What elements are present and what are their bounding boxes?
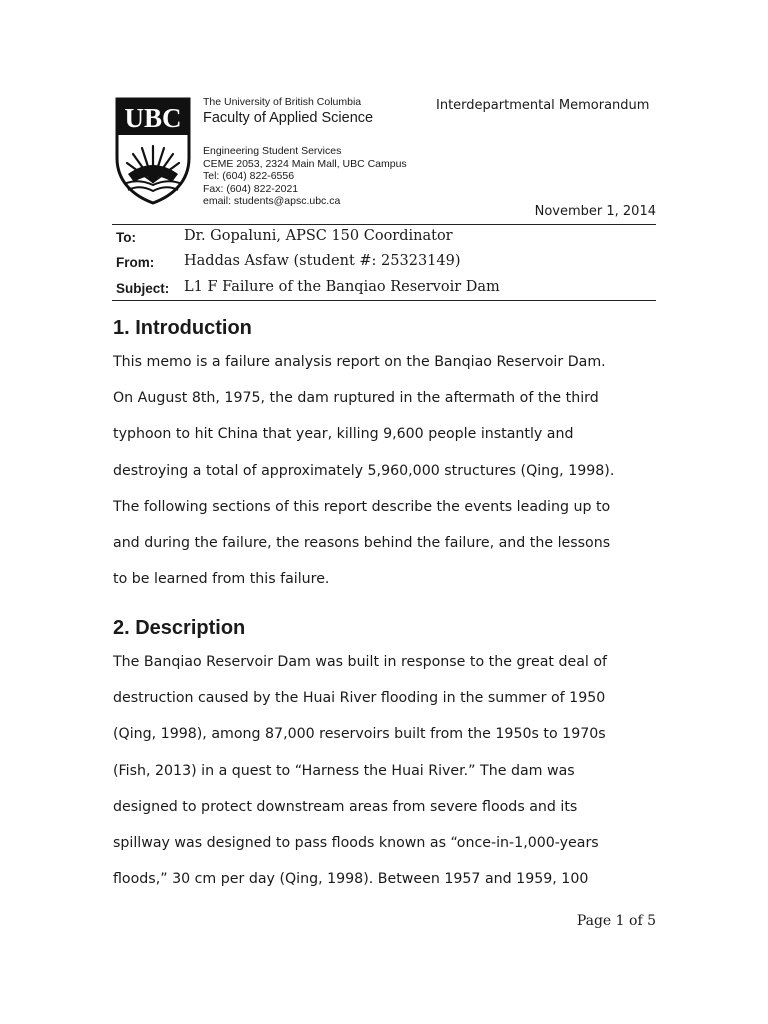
section-heading: 2. Description: [113, 617, 246, 639]
faculty-name: Faculty of Applied Science: [203, 109, 374, 126]
from-label: From:: [116, 255, 155, 270]
body-line: The following sections of this report describe the events leading up to: [113, 498, 611, 515]
section-description: [113, 616, 673, 897]
address-line: Engineering Student Services: [203, 145, 342, 157]
section-body: [113, 644, 673, 897]
body-line: (Qing, 1998), among 87,000 reservoirs built from the 1950s to 1970s: [113, 726, 606, 743]
body-line: typhoon to hit China that year, killing 9,600 people instantly and: [113, 426, 574, 443]
body-line: destroying a total of approximately 5,960,000 structures (Qing, 1998).: [113, 462, 615, 479]
body-line: spillway was designed to pass floods known as “once-in-1,000-years: [113, 835, 599, 852]
university-name: The University of British Columbia: [203, 96, 362, 108]
phone-line: Tel: (604) 822-6556: [203, 170, 295, 183]
body-line: On August 8th, 1975, the dam ruptured in the aftermath of the third: [113, 390, 599, 407]
page-number: Page 1 of 5: [576, 913, 656, 929]
body-line: The Banqiao Reservoir Dam was built in response to the great deal of: [113, 654, 608, 670]
ubc-crest-logo: [114, 96, 192, 206]
meta-divider: [112, 300, 656, 301]
email-line: email: students@apsc.ubc.ca: [203, 195, 341, 208]
subject-value: L1 F Failure of the Banqiao Reservoir Dam: [184, 279, 500, 295]
fax-line: Fax: (604) 822-2021: [203, 182, 299, 195]
body-line: floods,” 30 cm per day (Qing, 1998). Between 1957 and 1959, 100: [113, 871, 589, 888]
address-block: [203, 145, 407, 208]
to-value: Dr. Gopaluni, APSC 150 Coordinator: [184, 228, 453, 244]
letterhead-block: [203, 97, 407, 208]
body-line: and during the failure, the reasons behind the failure, and the lessons: [113, 535, 611, 552]
to-label: To:: [116, 230, 136, 245]
body-line: This memo is a failure analysis report on the Banqiao Reservoir Dam.: [113, 354, 606, 370]
subject-label: Subject:: [116, 281, 170, 296]
body-line: designed to protect downstream areas from severe floods and its: [113, 798, 578, 815]
section-introduction: [113, 316, 673, 597]
body-line: (Fish, 2013) in a quest to “Harness the Huai River.” The dam was: [113, 762, 575, 779]
section-heading: 1. Introduction: [113, 317, 252, 339]
body-line: to be learned from this failure.: [113, 571, 330, 588]
section-body: [113, 344, 673, 597]
from-value: Haddas Asfaw (student #: 25323149): [184, 253, 461, 269]
body-line: destruction caused by the Huai River flooding in the summer of 1950: [113, 690, 606, 707]
header-divider: [112, 224, 656, 225]
logo-text: UBC: [124, 103, 182, 133]
memo-type: Interdepartmental Memorandum: [436, 98, 650, 113]
address-line: CEME 2053, 2324 Main Mall, UBC Campus: [203, 157, 407, 170]
memo-date: November 1, 2014: [534, 204, 656, 219]
